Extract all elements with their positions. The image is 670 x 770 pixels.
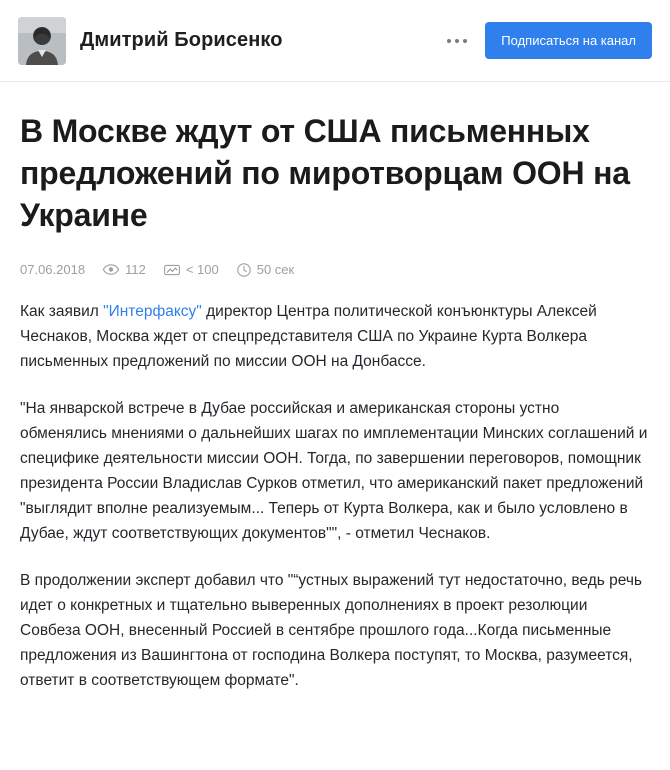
- views-stat: [103, 262, 146, 277]
- reading-time-stat: [237, 262, 295, 277]
- dot-3: [463, 39, 467, 43]
- reads-count: < 100: [185, 262, 219, 277]
- paragraph-1: [20, 299, 650, 374]
- interfax-link[interactable]: "Интерфаксу": [103, 303, 202, 320]
- paragraph-1-text-before: Как заявил: [20, 303, 104, 320]
- article-title: В Москве ждут от США письменных предложений по миротворцам ООН на Украине: [20, 113, 630, 233]
- clock-icon: [237, 263, 251, 277]
- article-body: [20, 299, 650, 693]
- article-content: [0, 82, 670, 693]
- views-count: 112: [125, 262, 146, 277]
- dot-1: [447, 39, 451, 43]
- paragraph-2: "На январской встрече в Дубае российская и американская стороны устно обменялись мнениями о дальнейших шагах по имплементации Минских соглашений и специфике деятельности миссии ООН. Тогда, по завершении переговоров, помощник президента России Владислав Сурков отметил, что американский пакет предложений "выглядит вполне реализуемым... Теперь от Курта Волкера, как и было условлено в Дубае, ждут соответствующих документов"", - отметил Чеснаков.: [20, 400, 648, 542]
- paragraph-3: В продолжении эксперт добавил что "“устных выражений тут недостаточно, ведь речь идет о конкретных и тщательно выверенных дополнениях в проект резолюции Совбеза ООН, внесенный Россией в сентябре прошлого года...Когда письменные предложения из Вашингтона от господина Волкера поступят, то Москва, разумеется, ответит в соответствующем формате".: [20, 572, 643, 689]
- read-icon: [164, 264, 180, 276]
- reading-time: 50 сек: [256, 262, 295, 277]
- publish-date: 07.06.2018: [20, 262, 86, 277]
- more-options-icon[interactable]: [437, 31, 477, 51]
- article-meta: [20, 262, 650, 277]
- eye-icon: [103, 264, 119, 275]
- author-avatar[interactable]: [18, 17, 66, 65]
- paragraph-1-text-after: директор Центра политической конъюнктуры Алексей Чеснаков, Москва ждет от спецпредставителя США по Украине Курта Волкера письменных предложений по миссии ООН на Донбассе.: [20, 303, 597, 370]
- reads-stat: [164, 262, 219, 277]
- dot-2: [455, 39, 459, 43]
- channel-header: [0, 0, 670, 82]
- subscribe-button[interactable]: Подписаться на канал: [485, 22, 652, 59]
- author-name[interactable]: Дмитрий Борисенко: [80, 29, 283, 51]
